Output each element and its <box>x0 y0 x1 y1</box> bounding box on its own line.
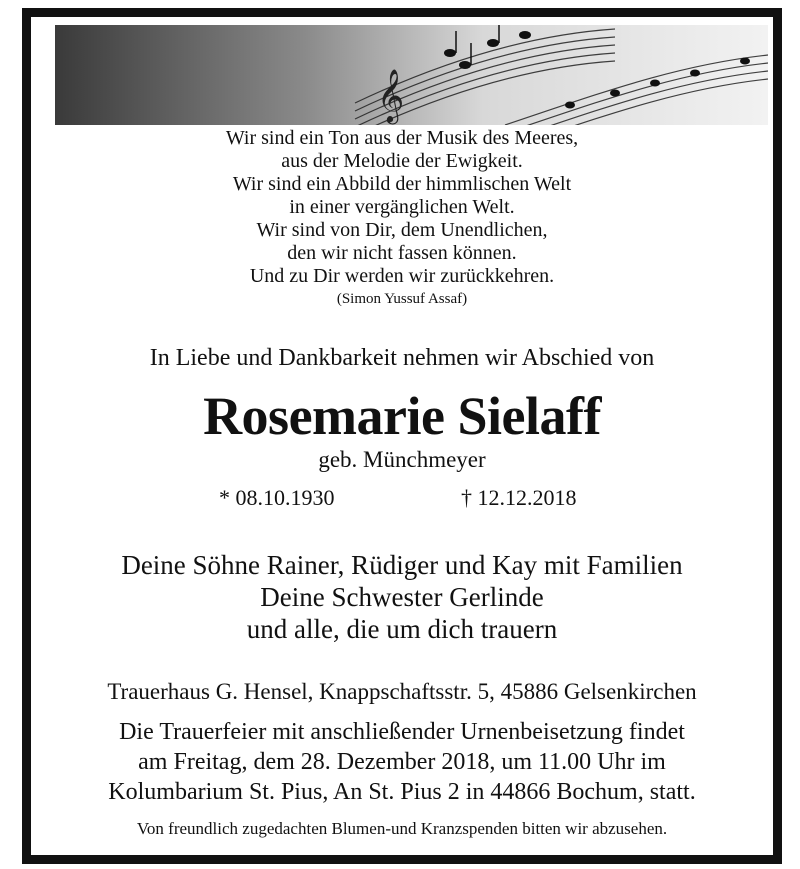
death-date: † 12.12.2018 <box>461 485 577 510</box>
mourners-line: Deine Schwester Gerlinde <box>260 582 544 612</box>
music-notes-image <box>55 25 768 125</box>
poem-line: in einer vergänglichen Welt. <box>289 196 515 218</box>
poem-line: Und zu Dir werden wir zurückkehren. <box>249 265 555 287</box>
ceremony-info <box>31 717 773 807</box>
intro-text: In Liebe und Dankbarkeit nehmen wir Abschied von <box>149 345 655 371</box>
deceased-name: Rosemarie Sielaff <box>203 386 601 446</box>
ceremony-line: am Freitag, dem 28. Dezember 2018, um 11.00 Uhr im <box>138 749 666 775</box>
poem-line: Wir sind ein Ton aus der Musik des Meeres, <box>225 127 579 149</box>
ceremony-line: Die Trauerfeier mit anschließender Urnenbeisetzung findet <box>119 719 685 745</box>
poem-line: aus der Melodie der Ewigkeit. <box>281 150 523 172</box>
poem-line: Wir sind ein Abbild der himmlischen Welt <box>232 173 572 195</box>
poem-line: Wir sind von Dir, dem Unendlichen, <box>256 219 548 241</box>
birth-date: * 08.10.1930 <box>219 485 335 510</box>
svg-text:𝄞: 𝄞 <box>377 68 405 122</box>
poem-line: den wir nicht fassen können. <box>287 242 517 264</box>
birth-name: geb. Münchmeyer <box>318 447 486 472</box>
mourners-line: und alle, die um dich trauern <box>246 614 558 644</box>
mourning-house-address: Trauerhaus G. Hensel, Knappschaftsstr. 5, 45886 Gelsenkirchen <box>107 679 697 704</box>
flowers-note: Von freundlich zugedachten Blumen-und Kranzspenden bitten wir abzusehen. <box>136 819 668 838</box>
mourners-line: Deine Söhne Rainer, Rüdiger und Kay mit Familien <box>121 550 683 580</box>
poem <box>31 127 773 310</box>
obituary-frame <box>22 8 782 864</box>
mourners <box>31 549 773 645</box>
ceremony-line: Kolumbarium St. Pius, An St. Pius 2 in 44866 Bochum, statt. <box>108 779 696 805</box>
poem-source: (Simon Yussuf Assaf) <box>336 291 468 307</box>
